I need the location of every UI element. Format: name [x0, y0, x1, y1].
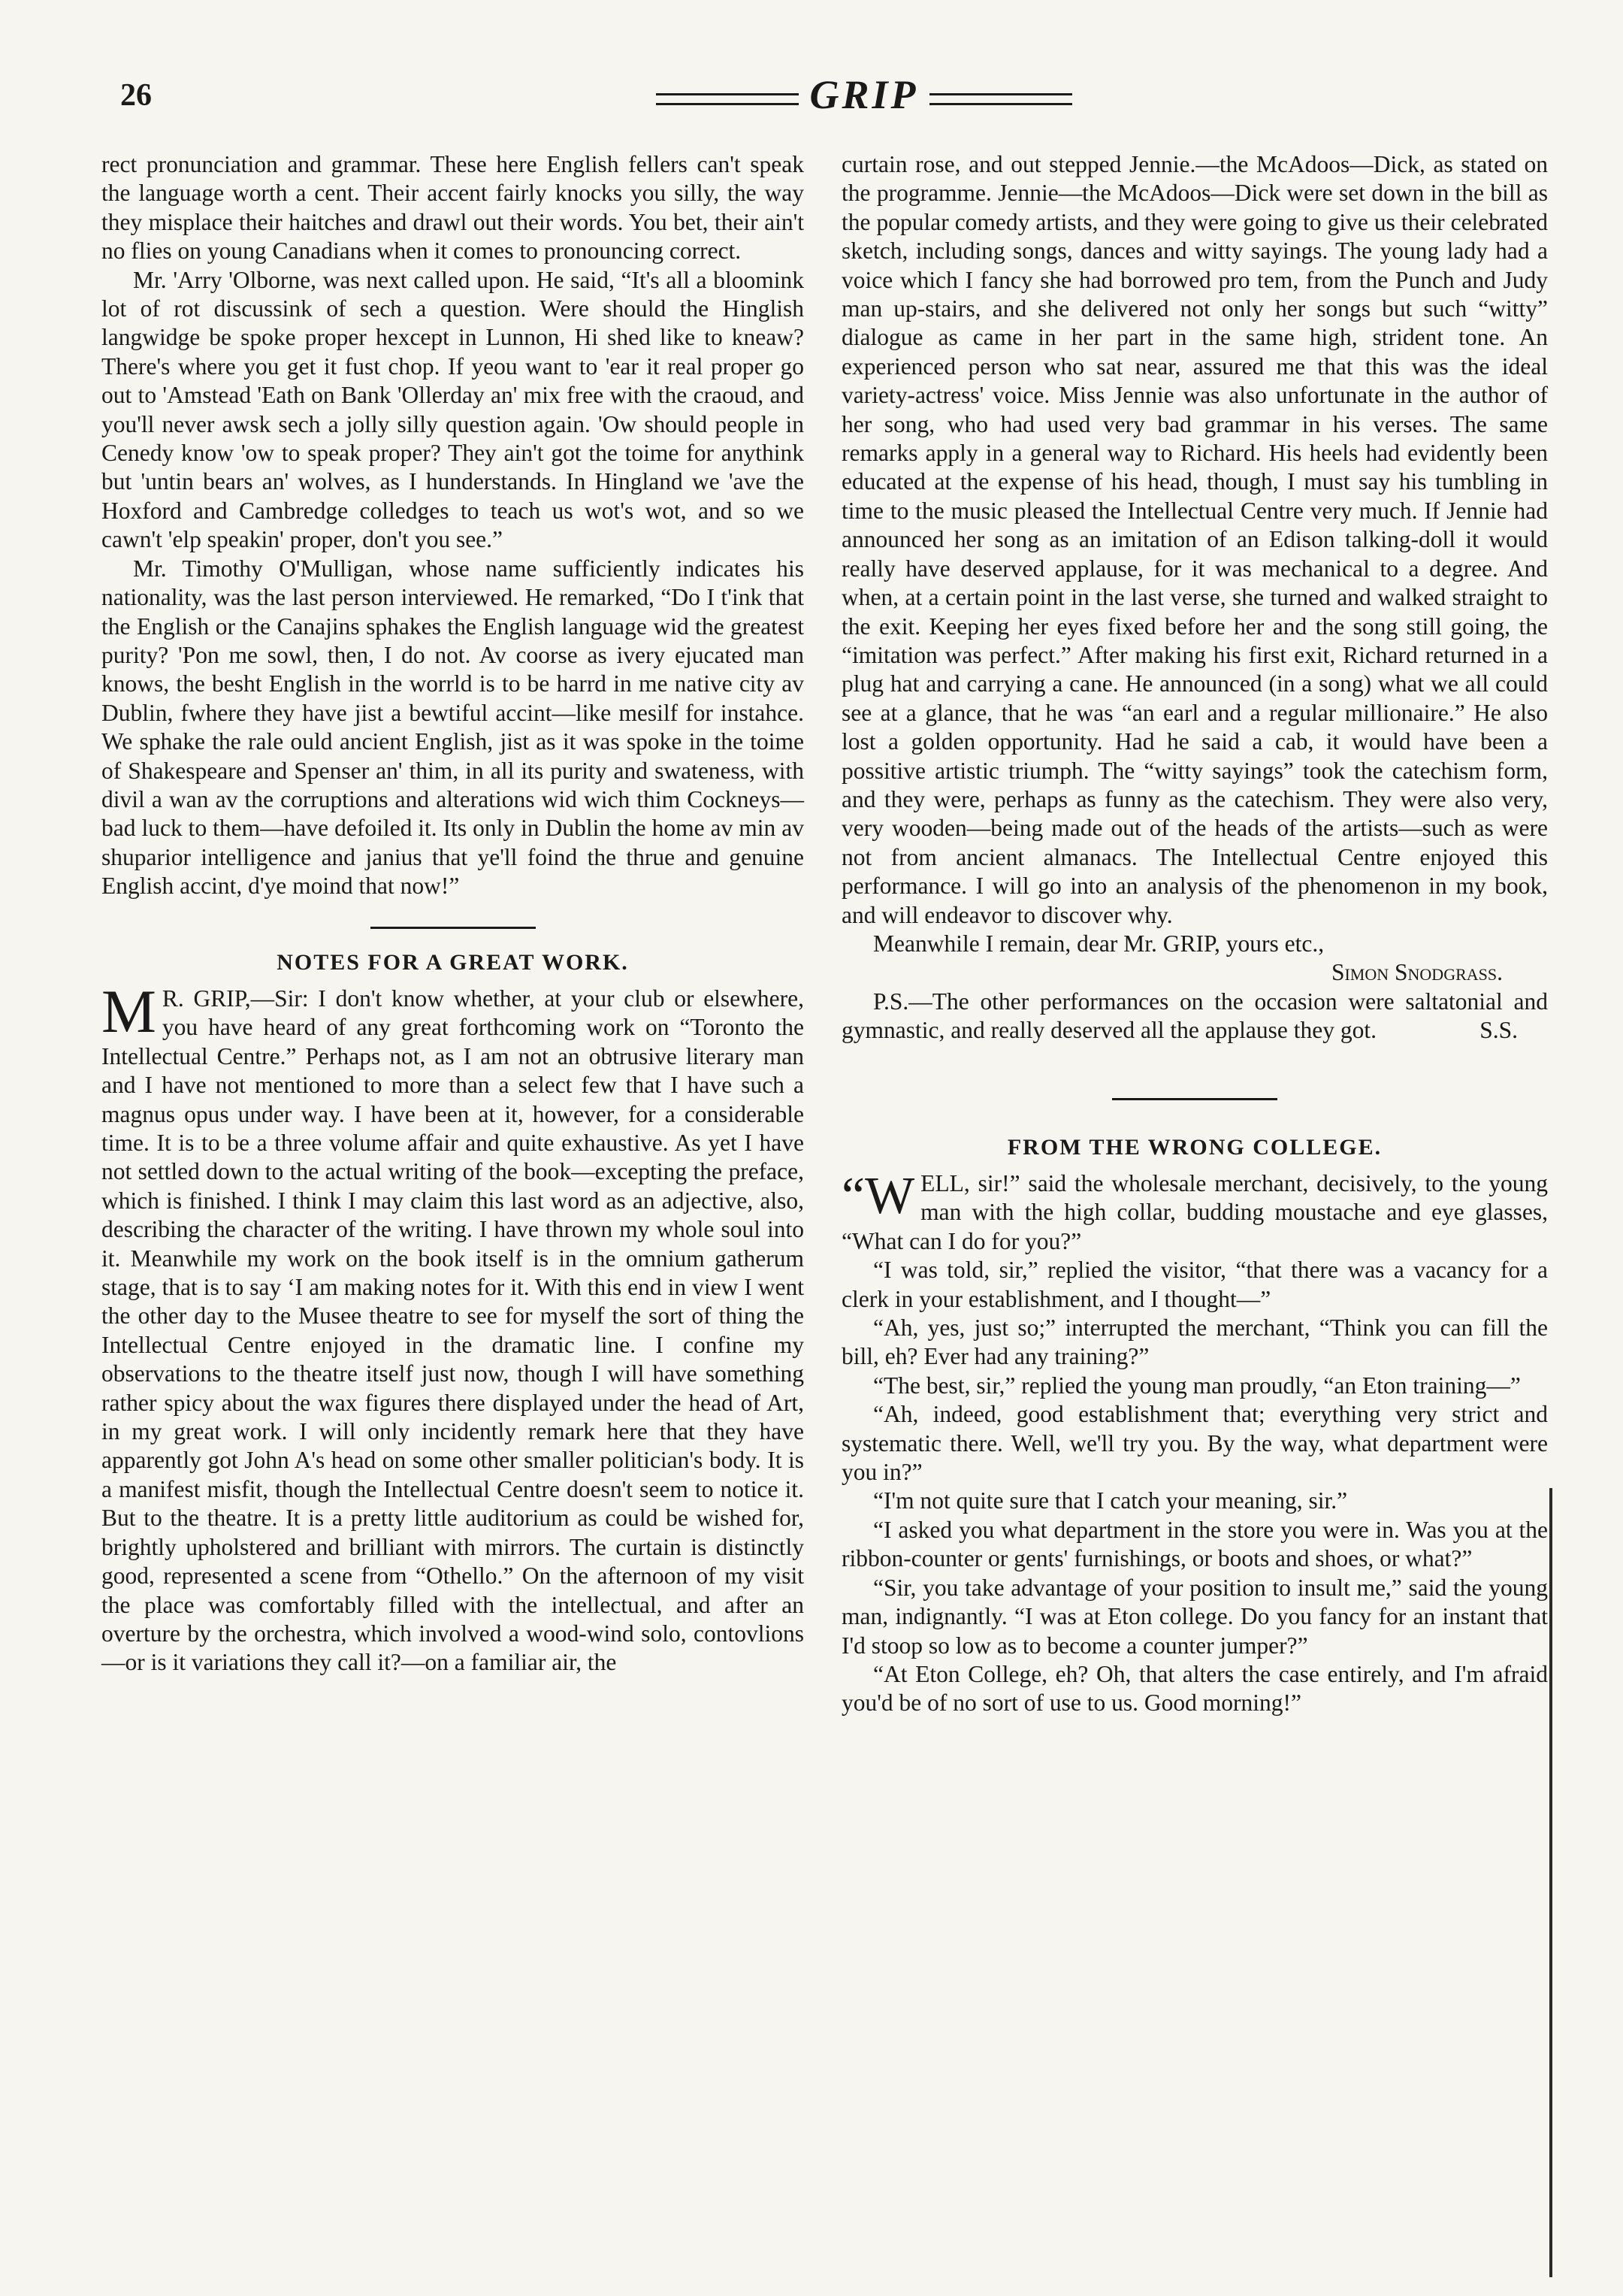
- college-paragraph: [842, 1169, 1548, 1256]
- notes-paragraph: [101, 976, 804, 1677]
- postscript-paragraph: [842, 988, 1548, 1045]
- section-heading-college: FROM THE WRONG COLLEGE.: [1007, 1134, 1383, 1160]
- notes-body-text: R. GRIP,—Sir: I don't know whether, at your club or elsewhere, you have heard of any great forthcoming work on “Toronto the Intellectual Centre.” Perhaps not, as I am not an obtrusive literary man and I have not mentioned to more than a select few that I have such a magnus opus under way. I have been at it, however, for a considerable time. It is to be a three volume affair and quite exhaustive. As yet I have not settled down to the actual writing of the book—excepting the preface, which is finished. I think I may claim this last word as an adjective, also, describing the character of the writing. I have thrown my whole soul into it. Meanwhile my work on the book itself is in the omnium gatherum stage, that is to say ‘I am making notes for it. With this end in view I went the other day to the Musee theatre to see for myself the sort of thing the Intellectual Centre enjoyed in the dramatic line. I confine my observations to the theatre itself just now, though I will have something rather spicy about the wax figures there displayed under the head of Art, in my great work. I will only incidently remark here that they have apparently got John A's head on some other smaller politician's body. It is a manifest misfit, though the Intellectual Centre doesn't seem to notice it. But to the theatre. It is a pretty little auditorium as could be wished for, brightly upholstered and brilliant with mirrors. The curtain is distinctly good, represented a scene from “Othello.” On the afternoon of my visit the place was comfortably filled with the intellectual, and after an overture by the orchestra, which involved a wood-wind solo, contovlions —or is it variations they call it?—on a familiar air, the: [101, 985, 804, 1676]
- postscript-initials: S.S.: [1479, 1017, 1518, 1044]
- left-column: [101, 150, 804, 1677]
- drop-cap: “W: [842, 1167, 915, 1225]
- masthead: [601, 71, 1127, 118]
- margin-rule: [1549, 1488, 1552, 2277]
- page-header: [120, 71, 1563, 132]
- college-paragraph: “I'm not quite sure that I catch your meaning, sir.”: [873, 1487, 1348, 1514]
- college-paragraph: “I was told, sir,” replied the visitor, “that there was a vacancy for a clerk in your establishment, and I thought—”: [842, 1257, 1548, 1312]
- signature: Simon Snodgrass.: [1331, 959, 1503, 986]
- college-text: ELL, sir!” said the wholesale merchant, decisively, to the young man with the high collar, budding moustache and eye glasses, “What can I do for you?”: [842, 1170, 1548, 1254]
- section-divider: [1112, 1098, 1277, 1100]
- section-heading-notes: NOTES FOR A GREAT WORK.: [277, 949, 629, 975]
- college-paragraph: “Ah, indeed, good establishment that; everything very strict and systematic there. Well, we'll try you. By the way, what department were you in?”: [842, 1401, 1548, 1486]
- masthead-rule-left: [656, 93, 799, 105]
- masthead-title: GRIP: [809, 72, 919, 117]
- article-paragraph: Mr. 'Arry 'Olborne, was next called upon. He said, “It's all a bloomink lot of rot discussink of sech a question. Were should the Hinglish langwidge be spoke proper hexcept in Lunnon, Hi shed like to kneaw? There's where you get it fust chop. If yeou want to 'ear it real proper go out to 'Amstead 'Eath on Bank 'Ollerday an' mix free with the craoud, and you'll never awsk sech a jolly silly question again. 'Ow should people in Cenedy know 'ow to speak proper? They ain't got the toime for anythink but 'untin bears an' wolves, as I hunderstands. In Hingland we 'ave the Hoxford and Cambredge colledges to teach us wot's wot, and so we cawn't 'elp speakin' proper, don't you see.”: [101, 266, 804, 553]
- college-paragraph: “Sir, you take advantage of your position to insult me,” said the young man, indignantly. “I was at Eton college. Do you fancy for an instant that I'd stoop so low as to become a counter jumper?”: [842, 1574, 1548, 1659]
- postscript-text: P.S.—The other performances on the occasion were saltatonial and gymnastic, and really deserved all the applause they got.: [842, 988, 1548, 1044]
- article-paragraph: Mr. Timothy O'Mulligan, whose name sufficiently indicates his nationality, was the last person interviewed. He remarked, “Do I t'ink that the English or the Canajins sphakes the English language wid the greatest purity? 'Pon me sowl, then, I do not. Av coorse as ivery ejucated man knows, the besht English in the worrld is to be harrd in me native city av Dublin, fwhere they have jist a bewtiful accint—like mesilf for instahce. We sphake the rale ould ancient English, jist as it was spoke in the toime of Shakespeare and Spenser an' thim, in all its purity and swateness, with divil a wan av the corruptions and alterations wid wich thim Cockneys—bad luck to them—have defoiled it. Its only in Dublin the home av min av shuparior intelligence and janius that ye'll foind the thrue and genuine English accint, d'ye moind that now!”: [101, 555, 804, 900]
- article-paragraph: rect pronunciation and grammar. These here English fellers can't speak the language worth a cent. Their accent fairly knocks you silly, the way they misplace their haitches and drawl out their words. You bet, their ain't no flies on young Canadians when it comes to pronouncing correct.: [101, 151, 804, 265]
- college-paragraph: “At Eton College, eh? Oh, that alters the case entirely, and I'm afraid you'd be of no sort of use to us. Good morning!”: [842, 1660, 1548, 1717]
- notes-continued-paragraph: curtain rose, and out stepped Jennie.—the McAdoos—Dick, as stated on the programme. Jennie—the McAdoos—Dick were set down in the bill as the popular comedy artists, and they were going to give us their celebrated sketch, including songs, dances and witty sayings. The young lady had a voice which I fancy she had borrowed pro tem, from the Punch and Judy man up-stairs, and she delivered not only her songs but such “witty” dialogue as came in her part in the same high, strident tone. An experienced person who sat near, assured me that this was the ideal variety-actress' voice. Miss Jennie was also unfortunate in the author of her song, who had used very bad grammar in his verses. The same remarks apply in a general way to Richard. His heels had evidently been educated at the expense of his head, though, I must say his tumbling in time to the music pleased the Intellectual Centre very much. If Jennie had announced her song as an imitation of an Edison talking-doll it would really have deserved applause, for it was mechanical to a degree. And when, at a certain point in the last verse, she turned and walked straight to the exit. Keeping her eyes fixed before her and the song still going, the “imitation was perfect.” After making his first exit, Richard returned in a plug hat and carrying a cane. He announced (in a song) what we all could see at a glance, that he was “an earl and a regular millionaire.” He also lost a golden opportunity. Had he said a cab, it would have been a possitive artistic triumph. The “witty sayings” took the catechism form, and they were, perhaps as funny as the catechism. They were also very, very wooden—being made out of the heads of the artists—such as were not from ancient almanacs. The Intellectual Centre enjoyed this performance. I will go into an analysis of the phenomenon in my book, and will endeavor to discover why.: [842, 151, 1548, 928]
- drop-cap: M: [101, 976, 156, 1045]
- closing-line: Meanwhile I remain, dear Mr. GRIP, yours etc.,: [873, 930, 1325, 957]
- section-divider: [370, 927, 536, 929]
- college-paragraph: “The best, sir,” replied the young man proudly, “an Eton training—”: [873, 1372, 1521, 1399]
- college-paragraph: “I asked you what department in the store you were in. Was you at the ribbon-counter or gents' furnishings, or boots and shoes, or what?”: [842, 1516, 1548, 1572]
- right-column: [842, 150, 1548, 1718]
- masthead-rule-right: [929, 93, 1072, 105]
- page-number: 26: [120, 78, 152, 113]
- college-paragraph: “Ah, yes, just so;” interrupted the merchant, “Think you can fill the bill, eh? Ever had any training?”: [842, 1314, 1548, 1370]
